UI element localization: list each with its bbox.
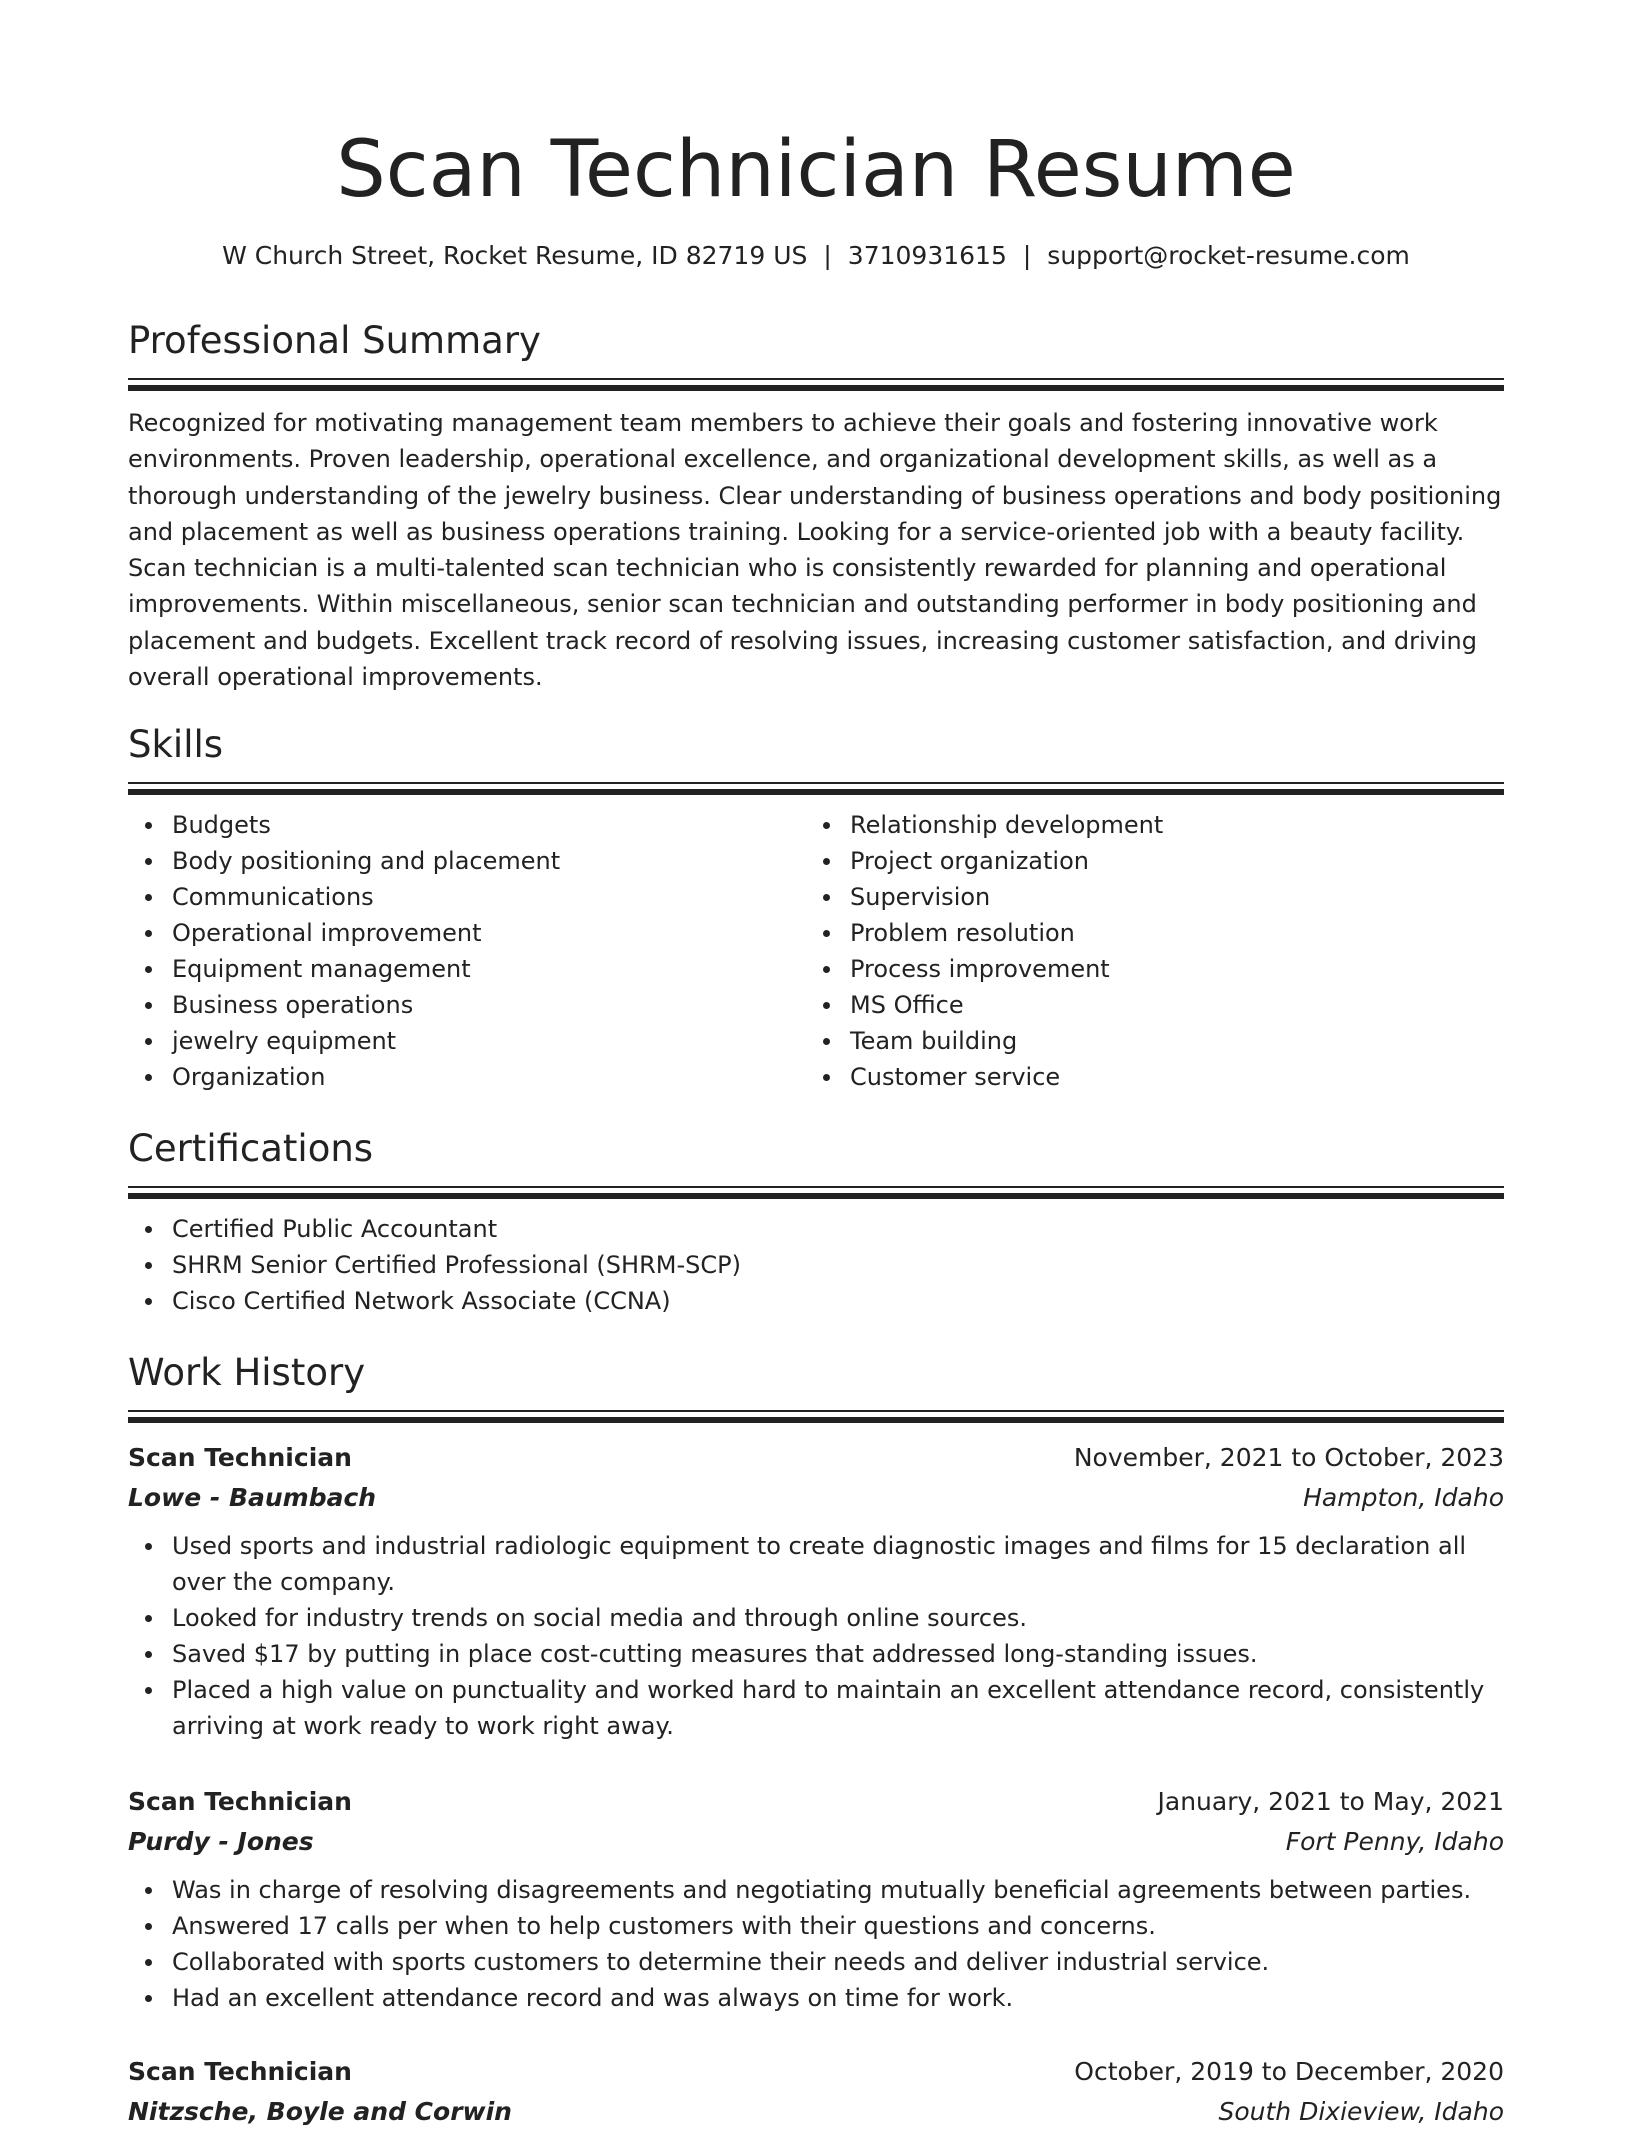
job-title: Scan Technician xyxy=(128,1443,352,1472)
summary-text: Recognized for motivating management team members to achieve their goals and fostering innovative work environments. Proven leadership, operational excellence, and organizational development skills, as well as a thorough understanding of the jewelry business. Clear understanding of business operations and body positioning and placement as well as business operations training. Looking for a service-oriented job with a beauty facility. Scan technician is a multi-talented scan technician who is consistently rewarded for planning and operational improvements. Within miscellaneous, senior scan technician and outstanding performer in body positioning and placement and budgets. Excellent track record of resolving issues, increasing customer satisfaction, and driving overall operational improvements. xyxy=(128,409,1502,692)
job-bullet: Collaborated with sports customers to determine their needs and deliver industrial service. xyxy=(172,1944,1504,1980)
job-bullet: Was in charge of resolving disagreements and negotiating mutually beneficial agreements between parties. xyxy=(172,1872,1504,1908)
skill-item: Communications xyxy=(172,879,806,915)
job-company-row xyxy=(128,2092,1504,2132)
summary-section xyxy=(128,316,1504,695)
skill-item: Organization xyxy=(172,1059,806,1095)
section-divider xyxy=(128,1186,1504,1188)
contact-separator: | xyxy=(823,241,832,270)
section-divider xyxy=(128,378,1504,380)
section-divider-thick xyxy=(128,1193,1504,1199)
job-bullet: Answered 17 calls per when to help customers with their questions and concerns. xyxy=(172,1908,1504,1944)
job-header-row xyxy=(128,1782,1504,1822)
job-company: Nitzsche, Boyle and Corwin xyxy=(128,2097,512,2126)
job-bullet: Placed a high value on punctuality and worked hard to maintain an excellent attendance record, consistently arriving at work ready to work right away. xyxy=(172,1672,1504,1744)
job-location: South Dixieview, Idaho xyxy=(1218,2097,1504,2126)
job-dates: January, 2021 to May, 2021 xyxy=(1157,1787,1504,1816)
skill-item: Customer service xyxy=(850,1059,1484,1095)
job-dates: October, 2019 to December, 2020 xyxy=(1074,2057,1504,2086)
skill-item: Body positioning and placement xyxy=(172,843,806,879)
skill-item: Supervision xyxy=(850,879,1484,915)
section-divider-thick xyxy=(128,1417,1504,1423)
job-company: Purdy - Jones xyxy=(128,1827,314,1856)
job-bullet: Looked for industry trends on social media and through online sources. xyxy=(172,1600,1504,1636)
skills-list-right xyxy=(806,807,1484,1095)
job-bullet: Had an excellent attendance record and was always on time for work. xyxy=(172,1980,1504,2016)
work-history-section xyxy=(128,1348,1504,1423)
skill-item: MS Office xyxy=(850,987,1484,1023)
certification-item: SHRM Senior Certified Professional (SHRM-SCP) xyxy=(172,1247,1504,1283)
skill-item: jewelry equipment xyxy=(172,1023,806,1059)
skill-item: Team building xyxy=(850,1023,1484,1059)
job-header-row xyxy=(128,1438,1504,1478)
certifications-list xyxy=(128,1211,1504,1319)
address-text: W Church Street, Rocket Resume, ID 82719 US xyxy=(222,241,808,270)
skill-item: Operational improvement xyxy=(172,915,806,951)
contact-line xyxy=(128,236,1504,276)
phone-text: 3710931615 xyxy=(847,241,1007,270)
certifications-section xyxy=(128,1124,1504,1319)
job-title: Scan Technician xyxy=(128,1787,352,1816)
job-bullets xyxy=(128,1528,1504,1744)
job-entry xyxy=(128,2052,1504,2132)
skill-item: Problem resolution xyxy=(850,915,1484,951)
job-company-row xyxy=(128,1822,1504,1862)
skill-item: Process improvement xyxy=(850,951,1484,987)
contact-separator: | xyxy=(1022,241,1032,270)
section-divider xyxy=(128,1410,1504,1412)
job-location: Fort Penny, Idaho xyxy=(1285,1827,1504,1856)
job-location: Hampton, Idaho xyxy=(1303,1483,1504,1512)
job-entry xyxy=(128,1438,1504,1744)
job-dates: November, 2021 to October, 2023 xyxy=(1073,1443,1504,1472)
skills-columns xyxy=(128,795,1504,1095)
job-company-row xyxy=(128,1478,1504,1518)
section-title-summary: Professional Summary xyxy=(128,319,541,362)
skill-item: Project organization xyxy=(850,843,1484,879)
job-entry xyxy=(128,1782,1504,2016)
section-divider xyxy=(128,782,1504,784)
skill-item: Relationship development xyxy=(850,807,1484,843)
section-divider-thick xyxy=(128,385,1504,391)
section-title-certifications: Certifications xyxy=(128,1127,374,1170)
job-bullets xyxy=(128,1872,1504,2016)
skill-item: Budgets xyxy=(172,807,806,843)
job-bullet: Saved $17 by putting in place cost-cutting measures that addressed long-standing issues. xyxy=(172,1636,1504,1672)
email-text: support@rocket-resume.com xyxy=(1047,241,1410,270)
job-header-row xyxy=(128,2052,1504,2092)
job-bullet: Used sports and industrial radiologic equipment to create diagnostic images and films for 15 declaration all over the company. xyxy=(172,1528,1504,1600)
certification-item: Certified Public Accountant xyxy=(172,1211,1504,1247)
job-company: Lowe - Baumbach xyxy=(128,1483,377,1512)
resume-title: Scan Technician Resume xyxy=(336,125,1296,215)
skill-item: Equipment management xyxy=(172,951,806,987)
skill-item: Business operations xyxy=(172,987,806,1023)
certification-item: Cisco Certified Network Associate (CCNA) xyxy=(172,1283,1504,1319)
skills-section xyxy=(128,720,1504,1095)
section-title-work-history: Work History xyxy=(128,1351,366,1394)
skills-list-left xyxy=(128,807,806,1095)
job-title: Scan Technician xyxy=(128,2057,352,2086)
section-title-skills: Skills xyxy=(128,723,224,766)
